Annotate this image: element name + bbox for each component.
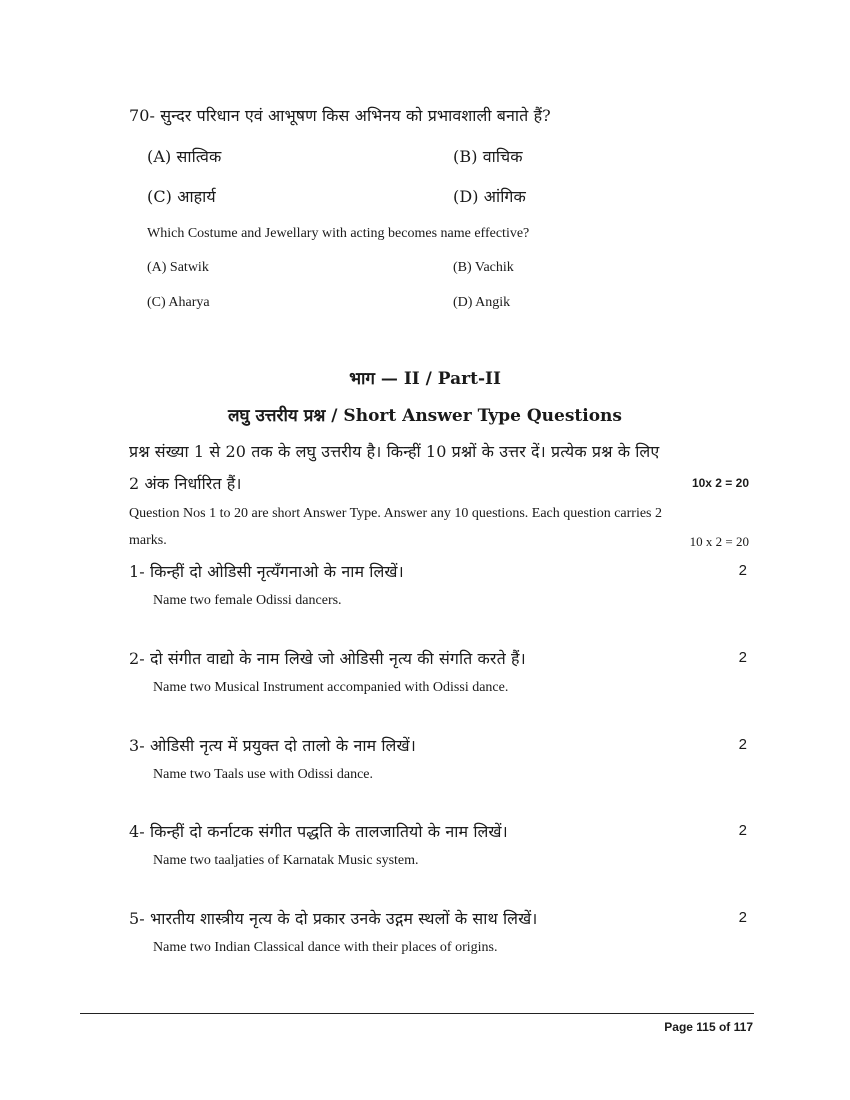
instructions-hindi-line1: प्रश्न संख्या 1 से 20 तक के लघु उत्तरीय है। किन्हीं 10 प्रश्नों के उत्तर दें। प्रत्येक प्रश्न के लिए bbox=[129, 442, 660, 461]
q5-hindi: 5- भारतीय शास्त्रीय नृत्य के दो प्रकार उनके उद्गम स्थलों के साथ लिखें। bbox=[129, 909, 538, 928]
footer-divider bbox=[80, 1013, 754, 1014]
q4-hindi: 4- किन्हीं दो कर्नाटक संगीत पद्धति के तालजातियो के नाम लिखें। bbox=[129, 822, 508, 841]
q5-marks: 2 bbox=[738, 909, 747, 926]
q5-english: Name two Indian Classical dance with their places of origins. bbox=[153, 940, 498, 955]
instructions-english-marks: 10 x 2 = 20 bbox=[689, 534, 749, 549]
instructions-english-line2: marks. bbox=[129, 533, 167, 548]
q70-english: Which Costume and Jewellary with acting becomes name effective? bbox=[147, 226, 530, 241]
q2-english: Name two Musical Instrument accompanied with Odissi dance. bbox=[153, 680, 509, 695]
q70-option-a-en: (A) Satwik bbox=[147, 260, 209, 275]
q3-hindi: 3- ओडिसी नृत्य में प्रयुक्त दो तालो के नाम लिखें। bbox=[129, 736, 416, 755]
q1-hindi: 1- किन्हीं दो ओडिसी नृत्यँगनाओ के नाम लिखें। bbox=[129, 562, 404, 581]
q70-option-c-en: (C) Aharya bbox=[147, 295, 210, 310]
q70-option-d-en: (D) Angik bbox=[453, 295, 511, 310]
instructions-english-line1: Question Nos 1 to 20 are short Answer Type. Answer any 10 questions. Each question carries 2 bbox=[129, 506, 662, 521]
part-title: भाग — II / Part-II bbox=[349, 369, 501, 389]
part-subtitle: लघु उत्तरीय प्रश्न / Short Answer Type Questions bbox=[228, 406, 622, 426]
instructions-hindi-line2: 2 अंक निर्धारित हैं। bbox=[129, 474, 242, 493]
q70-option-c-hi: (C) आहार्य bbox=[147, 187, 216, 206]
q70-option-b-hi: (B) वाचिक bbox=[453, 147, 523, 166]
instructions-hindi-marks: 10x 2 = 20 bbox=[691, 476, 749, 490]
q2-hindi: 2- दो संगीत वाद्यो के नाम लिखे जो ओडिसी नृत्य की संगति करते हैं। bbox=[129, 649, 526, 668]
page-number: Page 115 of 117 bbox=[664, 1020, 753, 1034]
q70-option-b-en: (B) Vachik bbox=[453, 260, 514, 275]
q1-english: Name two female Odissi dancers. bbox=[153, 593, 342, 608]
q2-marks: 2 bbox=[738, 649, 747, 666]
q1-marks: 2 bbox=[738, 562, 747, 579]
q4-english: Name two taaljaties of Karnatak Music system. bbox=[153, 853, 419, 868]
q70-option-d-hi: (D) आंगिक bbox=[453, 187, 526, 206]
q3-marks: 2 bbox=[738, 736, 747, 753]
q70-option-a-hi: (A) सात्विक bbox=[147, 147, 222, 166]
q3-english: Name two Taals use with Odissi dance. bbox=[153, 767, 373, 782]
q70-hindi: 70- सुन्दर परिधान एवं आभूषण किस अभिनय को प्रभावशाली बनाते हैं? bbox=[129, 106, 551, 125]
q4-marks: 2 bbox=[738, 822, 747, 839]
